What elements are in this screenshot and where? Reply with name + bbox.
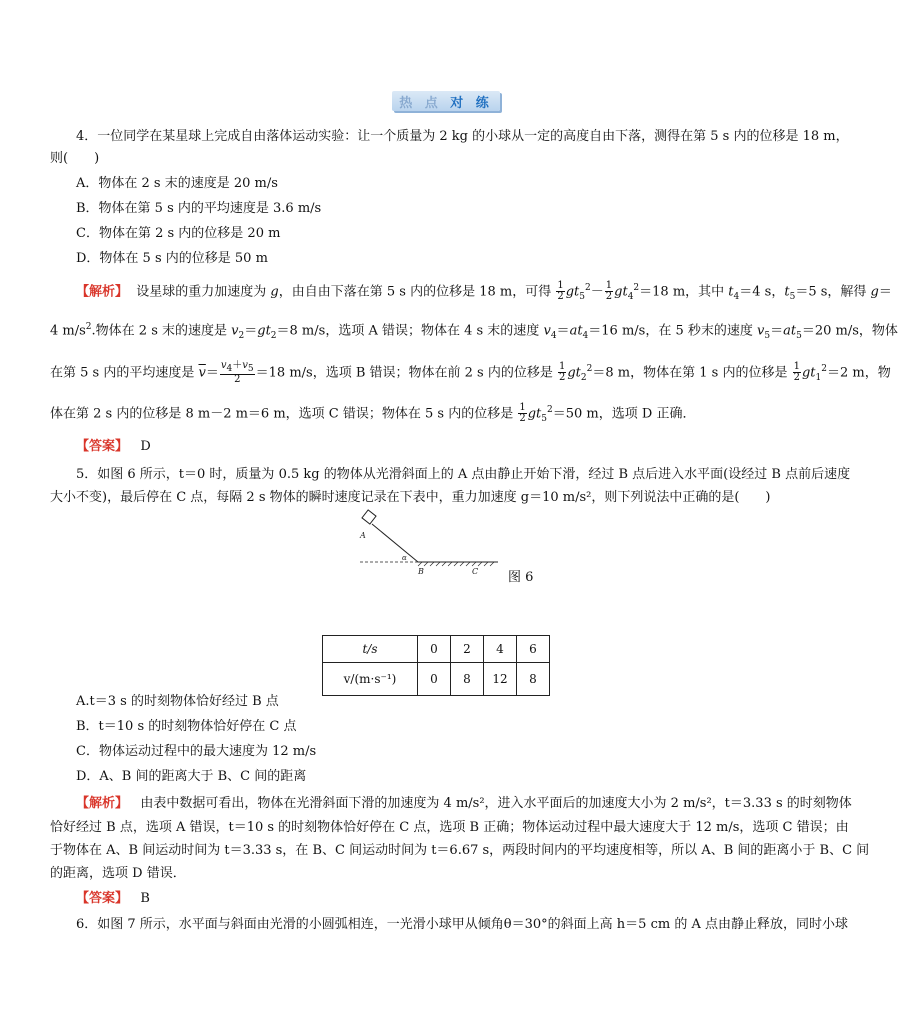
hot-topic-banner: 热 点 对 练: [392, 91, 500, 111]
incline-figure: [360, 510, 500, 580]
q6-stem-line1: 6．如图 7 所示，水平面与斜面由光滑的小圆弧相连，一光滑小球甲从倾角θ＝30°的斜面上高 h＝5 cm 的 A 点由静止释放，同时小球: [76, 917, 848, 932]
point-b-label: B: [418, 567, 424, 576]
q4-analysis-tag: 【解析】: [76, 284, 129, 300]
q5-option-a: A.t＝3 s 的时刻物体恰好经过 B 点: [76, 694, 279, 709]
table-header-t: t/s: [323, 636, 418, 663]
q4-option-c: C．物体在第 2 s 内的位移是 20 m: [76, 226, 281, 241]
angle-label: α: [402, 554, 407, 562]
table-row: [323, 636, 550, 663]
q5-stem-line2: 大小不变)，最后停在 C 点，每隔 2 s 物体的瞬时速度记录在下表中，重力加速度 g＝10 m/s²，则下列说法中正确的是( ): [50, 490, 771, 505]
incline-line: [372, 524, 418, 562]
q5-option-c: C．物体运动过程中的最大速度为 12 m/s: [76, 744, 317, 759]
point-a-label: A: [360, 531, 366, 540]
block: [362, 510, 376, 524]
q4-option-b: B．物体在第 5 s 内的平均速度是 3.6 m/s: [76, 201, 322, 216]
q5-option-b: B．t＝10 s 的时刻物体恰好停在 C 点: [76, 719, 297, 734]
table-header-v: v/(m·s⁻¹): [323, 663, 418, 696]
q4-analysis-line2: 4 $m/s^2$.物体在 2 s 末的速度是 $v_2=gt_2=8$ m/s，选项 A 错误；物体在 4 s 末的速度 $v_4=at_4=16$ m/s，在 5 秒末的速度 $v_5=at_5=20$ m/s，物体: [50, 322, 898, 341]
table-cell: 0: [418, 636, 451, 663]
q5-analysis-line1: 【解析】 由表中数据可看出，物体在光滑斜面下滑的加速度为 4 m/s²，进入水平面后的加速度大小为 2 m/s²，t＝3.33 s 的时刻物体: [76, 796, 852, 811]
table-cell: 6: [517, 636, 550, 663]
q5-analysis-tag: 【解析】: [76, 796, 129, 811]
velocity-table: [322, 635, 550, 696]
q4-answer-line: [76, 438, 830, 456]
q4-answer: D: [140, 439, 151, 454]
q4-stem-line1: 4．一位同学在某星球上完成自由落体运动实验：让一个质量为 2 kg 的小球从一定的高度自由下落，测得在第 5 s 内的位移是 18 m，: [76, 129, 849, 144]
q4-answer-tag: 【答案】: [76, 439, 129, 454]
q4-analysis-line3: 在第 5 s 内的平均速度是 $\overline{v}=$ $\frac{v_4+v_5}{2}$ ＝18 m/s，选项 B 错误；物体在前 2 s 内的位移是 $\frac{1}{2}$ $gt_2^2=8$ m，物体在第 1 s 内的位移是 $\frac{1}{2}$ $gt_1^2=2$ m，物: [50, 359, 891, 385]
q4-option-a: A．物体在 2 s 末的速度是 20 m/s: [76, 176, 278, 191]
figure-6-label: 图 6: [508, 570, 534, 585]
point-c-label: C: [472, 567, 479, 576]
q5-answer-line: [76, 890, 830, 908]
q5-option-d: D．A、B 间的距离大于 B、C 间的距离: [76, 769, 307, 784]
q5-answer-tag: 【答案】: [76, 891, 129, 906]
q5-answer: B: [140, 891, 150, 906]
table-cell: 0: [418, 663, 451, 696]
q4-analysis-line1: 【解析】 设星球的重力加速度为 g，由自由下落在第 5 s 内的位移是 18 m，可得 $\frac{1}{2}$ $gt_5^2-$ $\frac{1}{2}$ $gt_4^2=18$ m，其中 $t_4=4$ s，$t_5=5$ s，解得 g＝: [76, 280, 892, 303]
table-cell: 4: [484, 636, 517, 663]
table-cell: 12: [484, 663, 517, 696]
q4-analysis-line4: 体在第 2 s 内的位移是 8 m－2 m＝6 m，选项 C 错误；物体在 5 s 内的位移是 $\frac{1}{2}$ $gt_5^2=50$ m，选项 D 正确．: [50, 402, 696, 425]
q4-option-d: D．物体在 5 s 内的位移是 50 m: [76, 251, 268, 266]
q5-analysis-line3: 于物体在 A、B 间运动时间为 t＝3.33 s，在 B、C 间运动时间为 t＝6.67 s，两段时间内的平均速度相等，所以 A、B 间的距离小于 B、C 间: [50, 843, 870, 858]
q4-stem-line2: 则( ): [50, 151, 100, 166]
table-cell: 8: [517, 663, 550, 696]
table-cell: 2: [451, 636, 484, 663]
q5-analysis-line4: 的距离，选项 D 错误．: [50, 866, 186, 881]
table-row: [323, 663, 550, 696]
q5-stem-line1: 5．如图 6 所示，t＝0 时，质量为 0.5 kg 的物体从光滑斜面上的 A 点由静止开始下滑，经过 B 点后进入水平面(设经过 B 点前后速度: [76, 467, 851, 482]
table-cell: 8: [451, 663, 484, 696]
ground-hatching: [418, 562, 494, 566]
q5-analysis-line2: 恰好经过 B 点，选项 A 错误，t＝10 s 的时刻物体恰好停在 C 点，选项 B 正确；物体运动过程中最大速度大于 12 m/s，选项 C 错误；由: [50, 820, 849, 835]
